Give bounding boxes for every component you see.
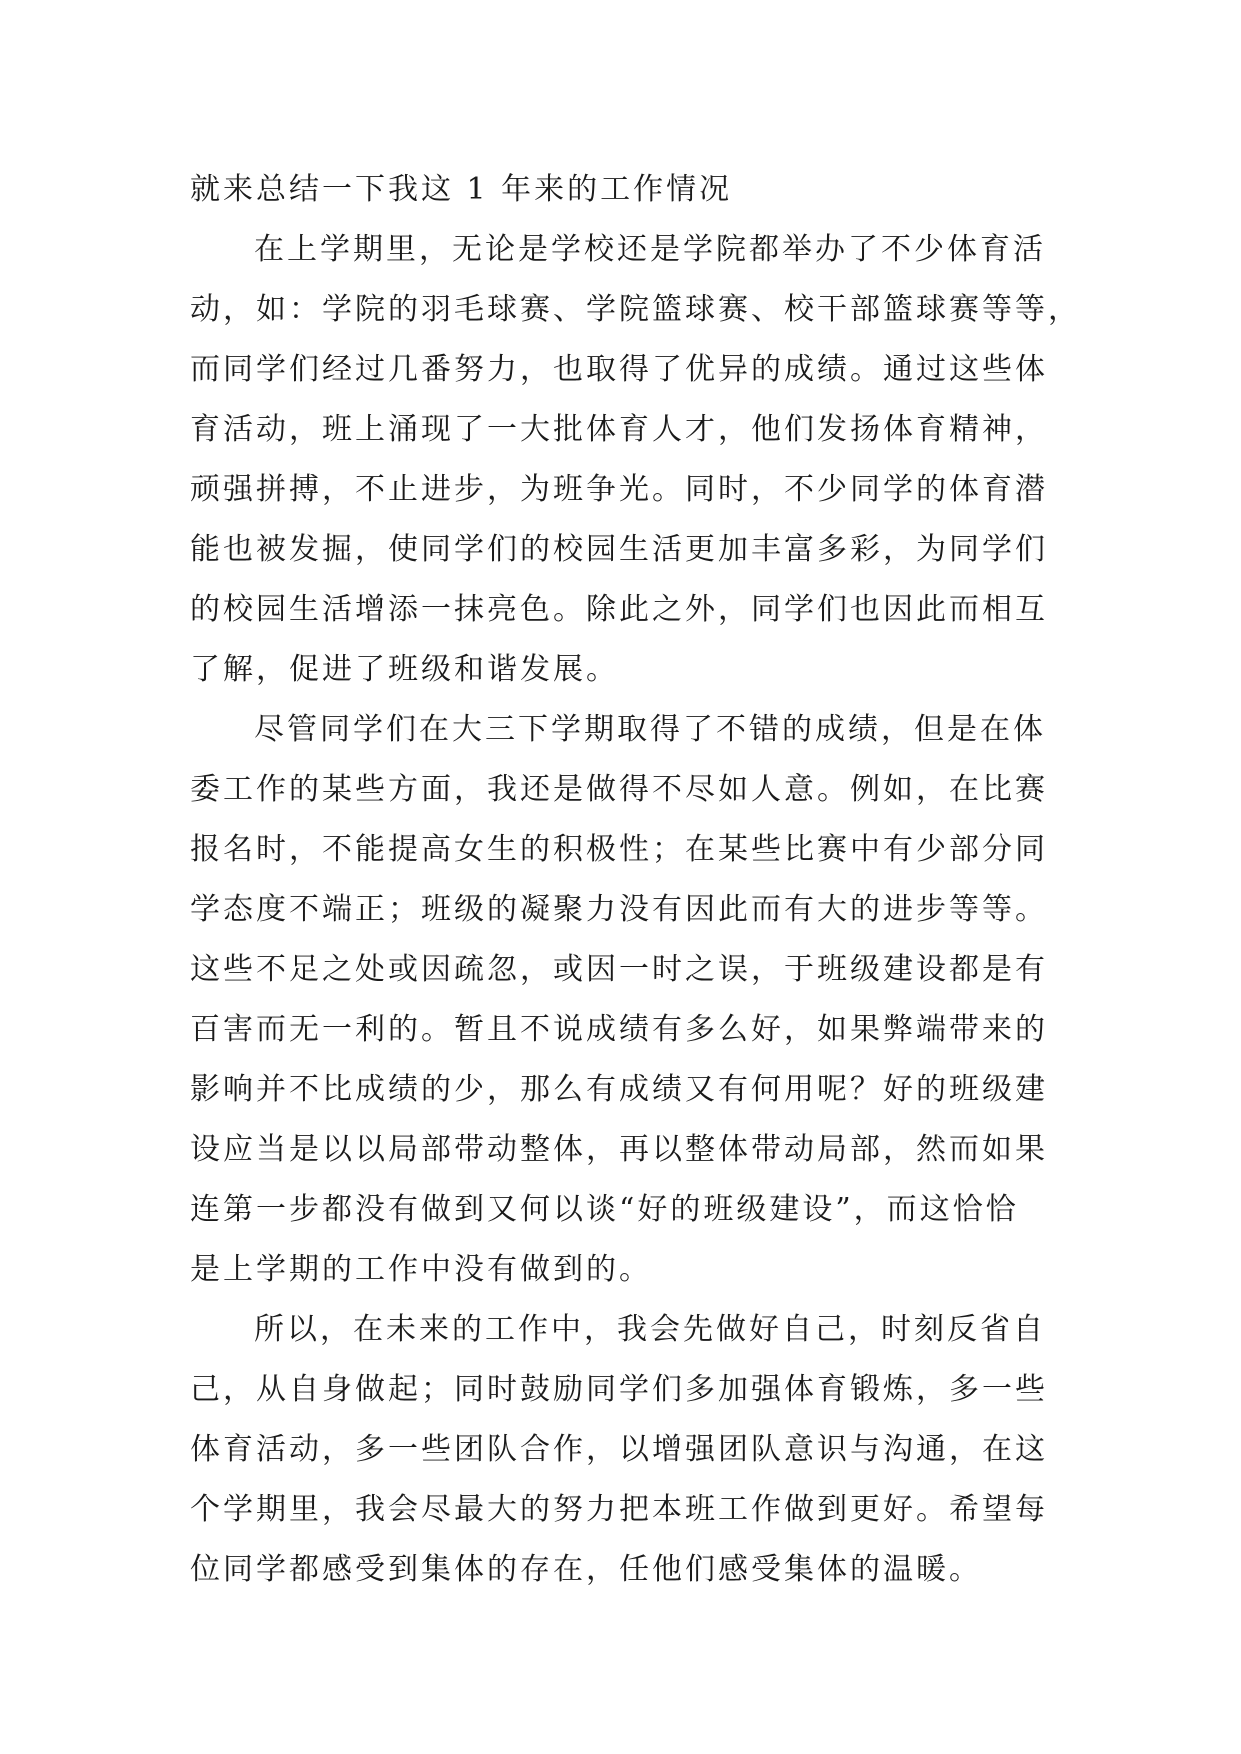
text-line: 这些不足之处或因疏忽，或因一时之误，于班级建设都是有 [190, 952, 1048, 987]
text-line: 己，从自身做起；同时鼓励同学们多加强体育锻炼，多一些 [190, 1372, 1048, 1407]
text-line: 百害而无一利的。暂且不说成绩有多么好，如果弊端带来的 [190, 1012, 1048, 1047]
text-line: 的校园生活增添一抹亮色。除此之外，同学们也因此而相互 [190, 592, 1048, 627]
text-line: 而同学们经过几番努力，也取得了优异的成绩。通过这些体 [190, 352, 1048, 387]
text-line: 位同学都感受到集体的存在，任他们感受集体的温暖。 [190, 1552, 982, 1587]
text-line: 影响并不比成绩的少，那么有成绩又有何用呢？好的班级建 [190, 1072, 1048, 1107]
text-line: 报名时，不能提高女生的积极性；在某些比赛中有少部分同 [190, 832, 1048, 867]
text-line: 能也被发掘，使同学们的校园生活更加丰富多彩，为同学们 [190, 532, 1048, 567]
text-line: 就来总结一下我这 1 年来的工作情况 [190, 172, 733, 207]
text-line: 设应当是以以局部带动整体，再以整体带动局部，然而如果 [190, 1132, 1048, 1167]
text-line: 是上学期的工作中没有做到的。 [190, 1252, 652, 1287]
text-line: 了解，促进了班级和谐发展。 [190, 652, 619, 687]
text-line: 顽强拼搏，不止进步，为班争光。同时，不少同学的体育潜 [190, 472, 1048, 507]
text-line: 学态度不端正；班级的凝聚力没有因此而有大的进步等等。 [190, 892, 1048, 927]
text-line: 体育活动，多一些团队合作，以增强团队意识与沟通，在这 [190, 1432, 1048, 1467]
text-line: 个学期里，我会尽最大的努力把本班工作做到更好。希望每 [190, 1492, 1048, 1527]
paragraph-first-line: 尽管同学们在大三下学期取得了不错的成绩，但是在体 [254, 712, 1046, 747]
document-body [190, 160, 1090, 1600]
paragraph-first-line: 所以，在未来的工作中，我会先做好自己，时刻反省自 [254, 1312, 1046, 1347]
text-line: 育活动，班上涌现了一大批体育人才，他们发扬体育精神， [190, 412, 1048, 447]
text-line: 委工作的某些方面，我还是做得不尽如人意。例如，在比赛 [190, 772, 1048, 807]
text-line: 连第一步都没有做到又何以谈“好的班级建设”，而这恰恰 [190, 1192, 1019, 1227]
text-line: 动，如：学院的羽毛球赛、学院篮球赛、校干部篮球赛等等， [190, 292, 1081, 327]
paragraph-first-line: 在上学期里，无论是学校还是学院都举办了不少体育活 [254, 232, 1046, 267]
